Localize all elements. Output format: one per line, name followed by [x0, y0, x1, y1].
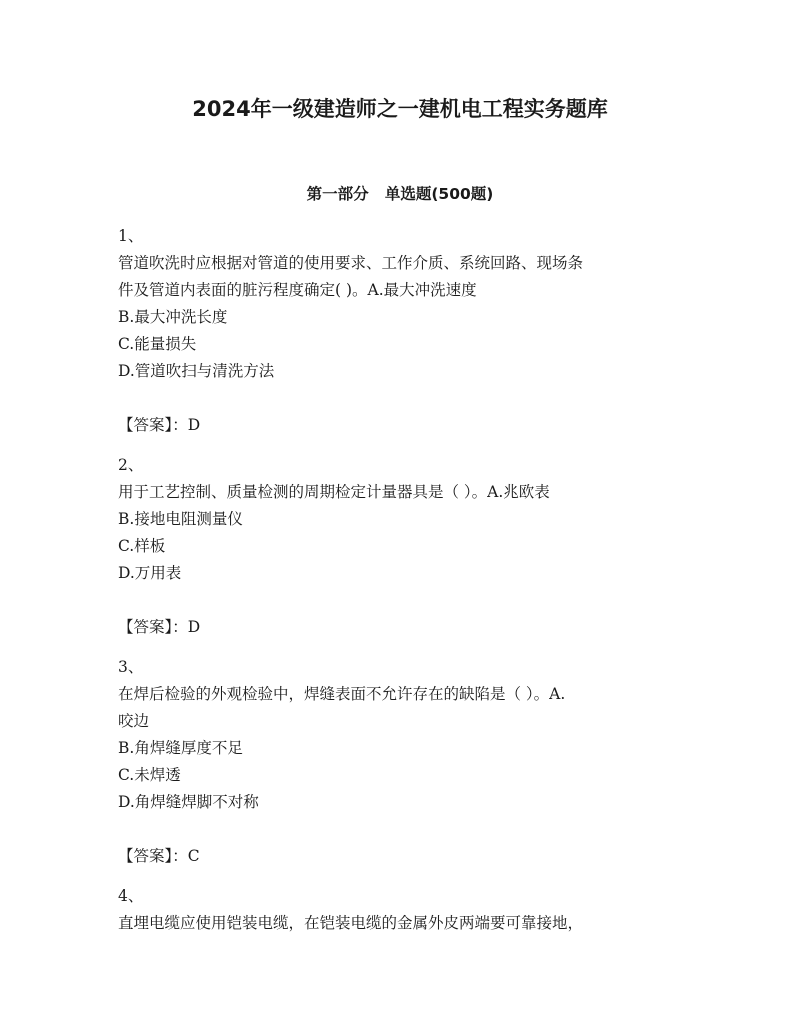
question-stem-line: 管道吹洗时应根据对管道的使用要求、工作介质、系统回路、现场条 — [118, 254, 584, 272]
question-number: 3、 — [118, 658, 144, 676]
option-d: D.管道吹扫与清洗方法 — [118, 362, 275, 380]
answer-label: 【答案】：C — [118, 847, 200, 865]
option-d: D.角焊缝焊脚不对称 — [118, 793, 259, 811]
question-stem-line: 咬边 — [118, 712, 150, 730]
option-c: C.能量损失 — [118, 335, 197, 353]
answer-label: 【答案】：D — [118, 416, 201, 434]
question-1 — [118, 223, 678, 439]
question-4 — [118, 883, 678, 937]
question-stem-line: 用于工艺控制、质量检测的周期检定计量器具是（ ）。A.兆欧表 — [118, 483, 550, 501]
question-list — [118, 223, 678, 937]
option-b: B.角焊缝厚度不足 — [118, 739, 243, 757]
question-number: 4、 — [118, 887, 144, 905]
question-3 — [118, 654, 678, 870]
question-stem-line: 直埋电缆应使用铠装电缆，在铠装电缆的金属外皮两端要可靠接地， — [118, 914, 584, 932]
question-number: 2、 — [118, 456, 144, 474]
option-c: C.未焊透 — [118, 766, 181, 784]
question-number: 1、 — [118, 227, 144, 245]
question-2 — [118, 452, 678, 641]
option-d: D.万用表 — [118, 564, 182, 582]
option-b: B.接地电阻测量仪 — [118, 510, 243, 528]
answer-label: 【答案】：D — [118, 618, 201, 636]
option-b: B.最大冲洗长度 — [118, 308, 228, 326]
option-c: C.样板 — [118, 537, 166, 555]
section-title: 第一部分 单选题(500题) — [306, 185, 494, 203]
document-title: 2024年一级建造师之一建机电工程实务题库 — [192, 97, 608, 121]
question-stem-line: 件及管道内表面的脏污程度确定( )。A.最大冲洗速度 — [118, 281, 477, 299]
question-stem-line: 在焊后检验的外观检验中，焊缝表面不允许存在的缺陷是（ ）。A. — [118, 685, 566, 703]
